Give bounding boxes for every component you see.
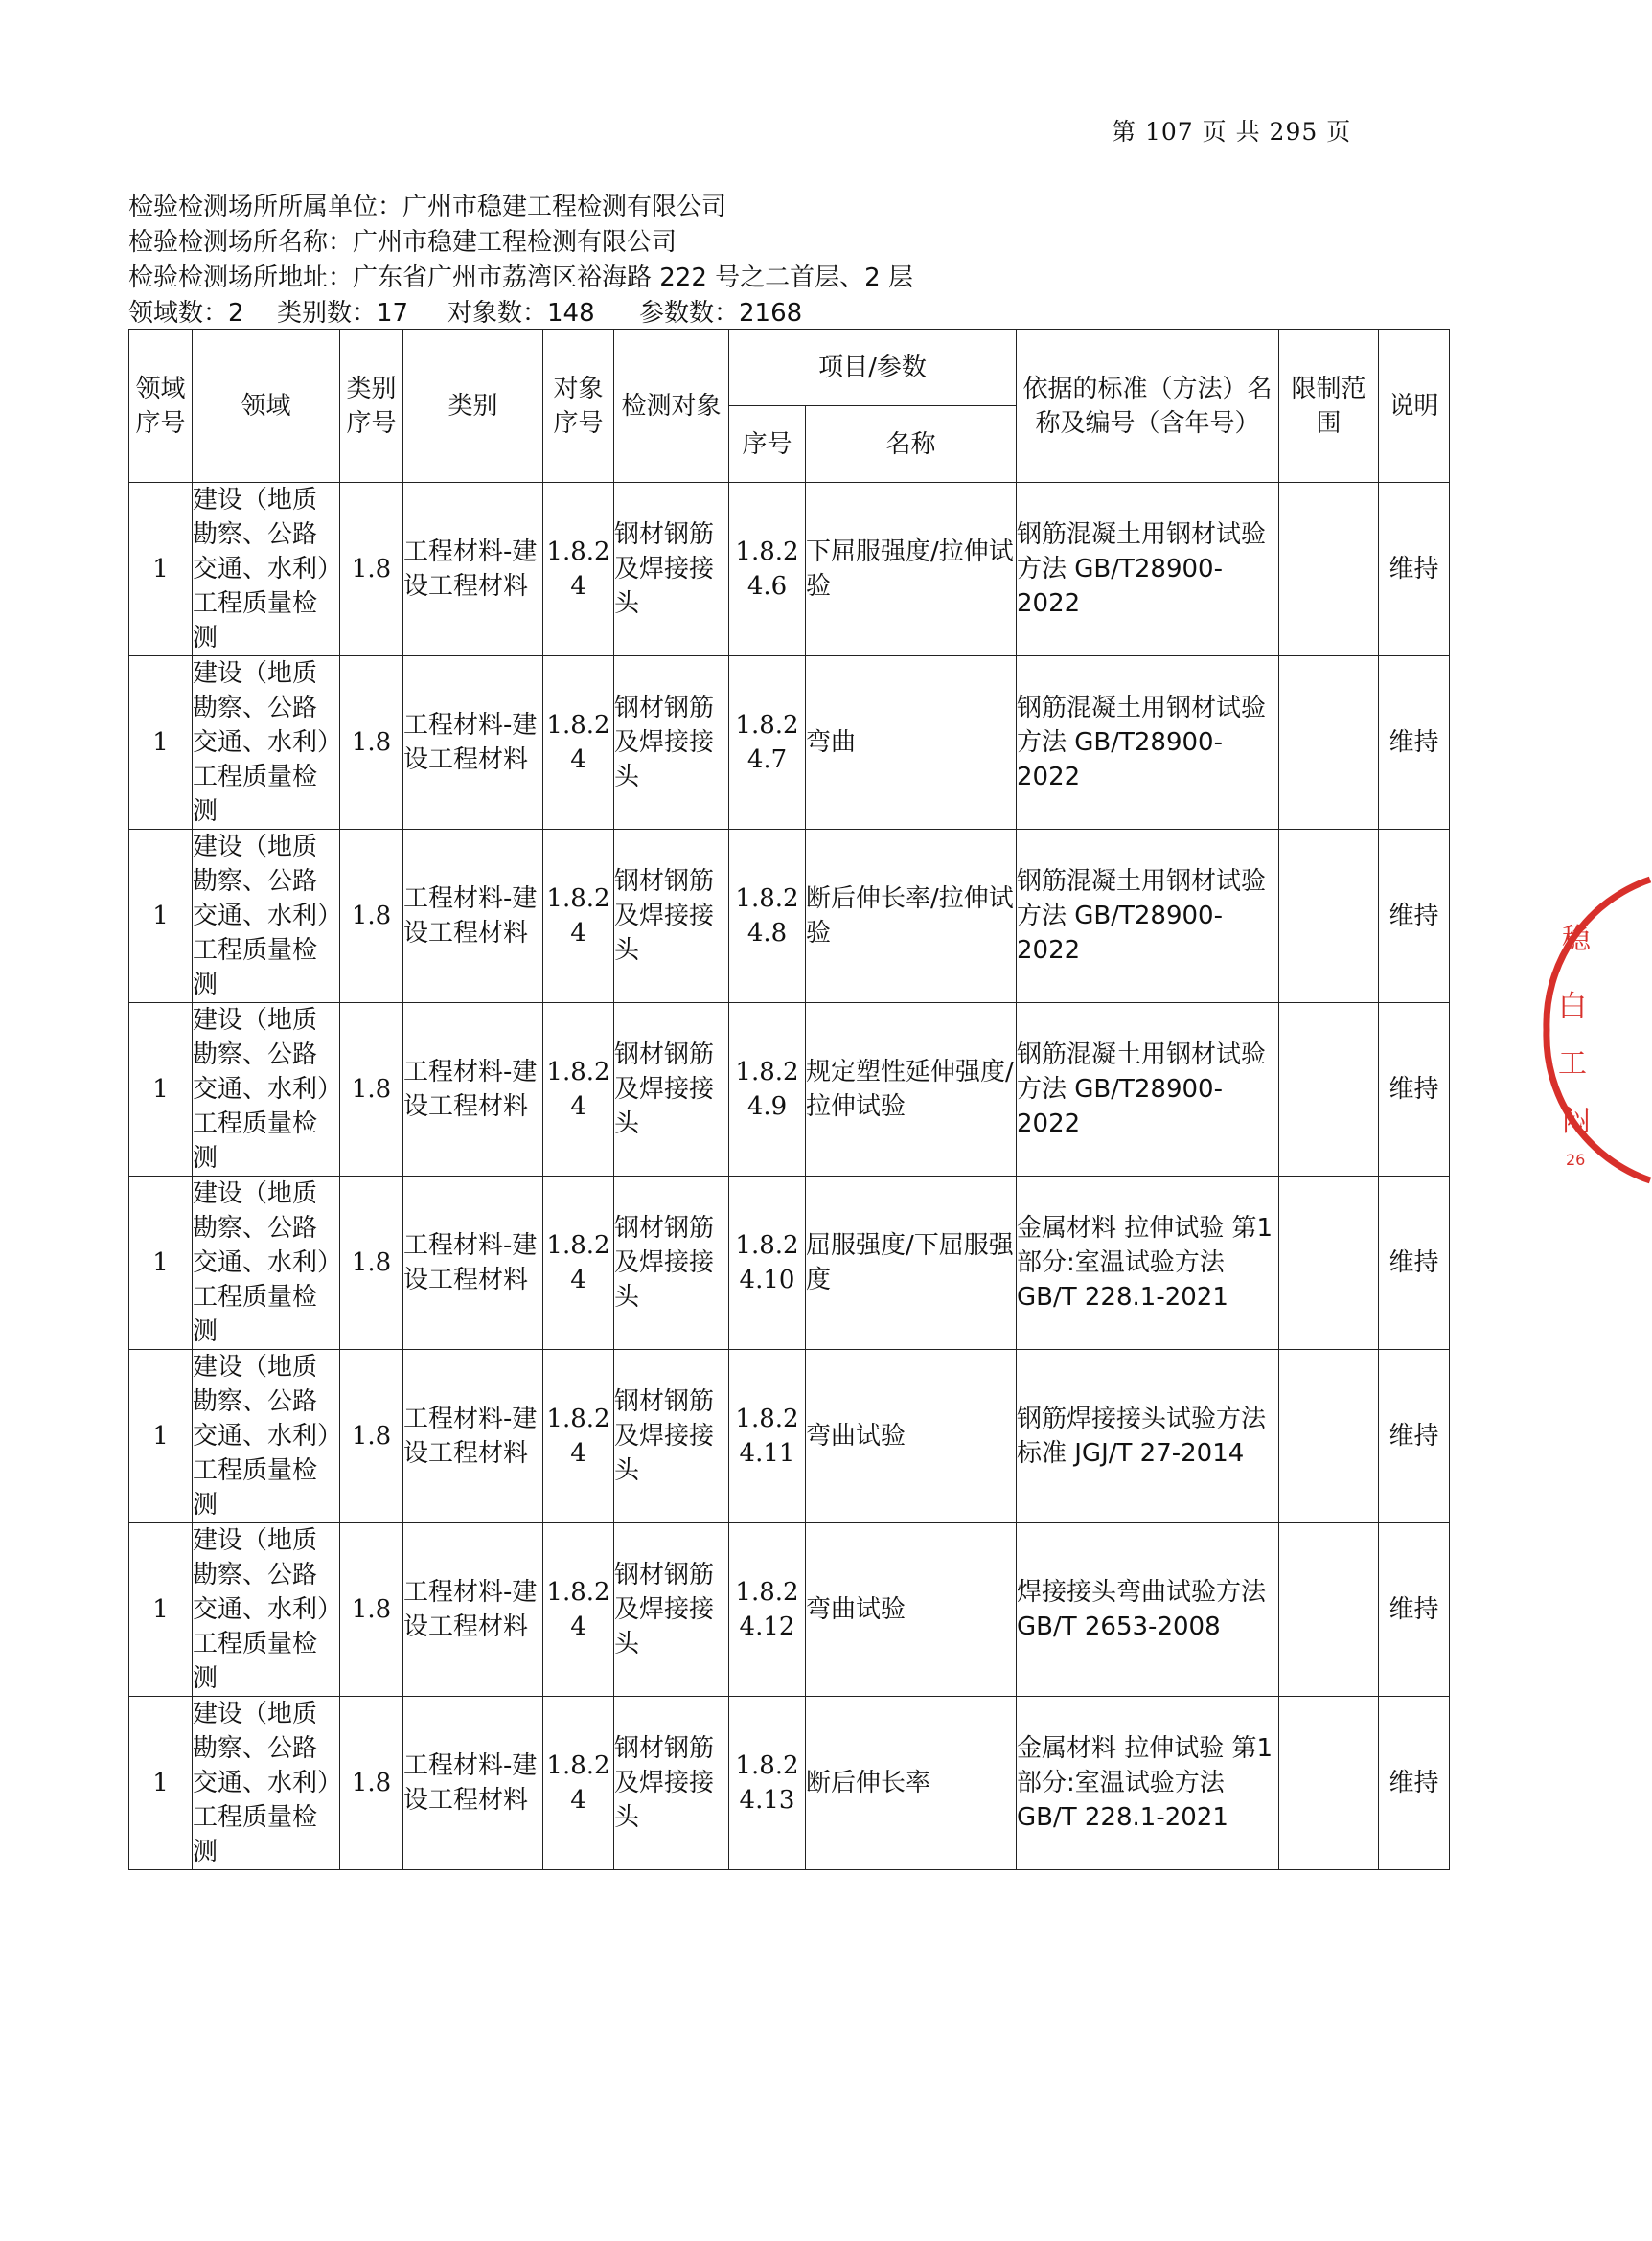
cell-category-no: 1.8 xyxy=(340,483,403,656)
cell-object-no: 1.8.24 xyxy=(543,656,614,830)
cell-domain-no: 1 xyxy=(129,1177,193,1350)
header-item-param: 项目/参数 xyxy=(729,330,1017,406)
cell-name: 弯曲试验 xyxy=(806,1523,1017,1697)
cell-object: 钢材钢筋及焊接接头 xyxy=(614,1003,729,1177)
cell-seq: 1.8.24.12 xyxy=(729,1523,806,1697)
cell-domain-no: 1 xyxy=(129,1523,193,1697)
page-total: 295 xyxy=(1269,118,1319,146)
table-row xyxy=(129,1523,1450,1697)
cell-note: 维持 xyxy=(1379,830,1450,1003)
header-seq: 序号 xyxy=(729,406,806,483)
cell-limit xyxy=(1279,1350,1379,1523)
cell-seq: 1.8.24.9 xyxy=(729,1003,806,1177)
table-row xyxy=(129,656,1450,830)
cell-object: 钢材钢筋及焊接接头 xyxy=(614,830,729,1003)
lab-unit: 检验检测场所所属单位：广州市稳建工程检测有限公司 xyxy=(128,193,727,221)
cell-name: 规定塑性延伸强度/拉伸试验 xyxy=(806,1003,1017,1177)
cell-category-no: 1.8 xyxy=(340,1697,403,1870)
cell-seq: 1.8.24.11 xyxy=(729,1350,806,1523)
cell-object-no: 1.8.24 xyxy=(543,483,614,656)
header-category: 类别 xyxy=(403,330,543,483)
header-category-no: 类别序号 xyxy=(340,330,403,483)
cell-category: 工程材料-建设工程材料 xyxy=(403,1177,543,1350)
cell-name: 断后伸长率/拉伸试验 xyxy=(806,830,1017,1003)
cell-domain-no: 1 xyxy=(129,1003,193,1177)
header-object-no: 对象序号 xyxy=(543,330,614,483)
cell-standard: 钢筋焊接接头试验方法标准 JGJ/T 27-2014 xyxy=(1017,1350,1279,1523)
object-count: 对象数：148 xyxy=(447,299,595,328)
scope-table xyxy=(128,329,1450,1870)
cell-note: 维持 xyxy=(1379,483,1450,656)
cell-object: 钢材钢筋及焊接接头 xyxy=(614,656,729,830)
cell-limit xyxy=(1279,483,1379,656)
header-object: 检测对象 xyxy=(614,330,729,483)
cell-limit xyxy=(1279,1177,1379,1350)
cell-domain: 建设（地质勘察、公路交通、水利）工程质量检测 xyxy=(193,830,340,1003)
cell-seq: 1.8.24.8 xyxy=(729,830,806,1003)
lab-info xyxy=(128,190,913,332)
cell-standard: 金属材料 拉伸试验 第1部分:室温试验方法 GB/T 228.1-2021 xyxy=(1017,1177,1279,1350)
table-row xyxy=(129,1177,1450,1350)
lab-name: 检验检测场所名称：广州市稳建工程检测有限公司 xyxy=(128,228,677,257)
cell-standard: 焊接接头弯曲试验方法 GB/T 2653-2008 xyxy=(1017,1523,1279,1697)
header-name: 名称 xyxy=(806,406,1017,483)
cell-standard: 钢筋混凝土用钢材试验方法 GB/T28900-2022 xyxy=(1017,830,1279,1003)
cell-domain: 建设（地质勘察、公路交通、水利）工程质量检测 xyxy=(193,1350,340,1523)
category-count: 类别数：17 xyxy=(277,299,409,328)
cell-standard: 钢筋混凝土用钢材试验方法 GB/T28900-2022 xyxy=(1017,656,1279,830)
header-limit: 限制范围 xyxy=(1279,330,1379,483)
page-number xyxy=(1112,113,1351,148)
cell-seq: 1.8.24.7 xyxy=(729,656,806,830)
cell-domain: 建设（地质勘察、公路交通、水利）工程质量检测 xyxy=(193,1177,340,1350)
cell-name: 弯曲试验 xyxy=(806,1350,1017,1523)
cell-category: 工程材料-建设工程材料 xyxy=(403,656,543,830)
header-standard: 依据的标准（方法）名称及编号（含年号） xyxy=(1017,330,1279,483)
cell-object: 钢材钢筋及焊接接头 xyxy=(614,483,729,656)
cell-name: 断后伸长率 xyxy=(806,1697,1017,1870)
cell-standard: 钢筋混凝土用钢材试验方法 GB/T28900-2022 xyxy=(1017,483,1279,656)
cell-note: 维持 xyxy=(1379,1697,1450,1870)
cell-name: 屈服强度/下屈服强度 xyxy=(806,1177,1017,1350)
cell-seq: 1.8.24.6 xyxy=(729,483,806,656)
cell-domain-no: 1 xyxy=(129,656,193,830)
cell-limit xyxy=(1279,1697,1379,1870)
cell-object-no: 1.8.24 xyxy=(543,1177,614,1350)
cell-category-no: 1.8 xyxy=(340,1350,403,1523)
cell-category-no: 1.8 xyxy=(340,656,403,830)
cell-object: 钢材钢筋及焊接接头 xyxy=(614,1523,729,1697)
cell-seq: 1.8.24.10 xyxy=(729,1177,806,1350)
seal-glyph: 闷 xyxy=(1562,1105,1591,1138)
cell-note: 维持 xyxy=(1379,1003,1450,1177)
seal-glyph: 稳 xyxy=(1562,923,1591,956)
domain-count: 领域数：2 xyxy=(128,299,244,328)
cell-category: 工程材料-建设工程材料 xyxy=(403,1697,543,1870)
cell-object: 钢材钢筋及焊接接头 xyxy=(614,1350,729,1523)
cell-object-no: 1.8.24 xyxy=(543,1523,614,1697)
cell-object-no: 1.8.24 xyxy=(543,830,614,1003)
cell-limit xyxy=(1279,656,1379,830)
page-current: 107 xyxy=(1144,118,1194,146)
table-row xyxy=(129,483,1450,656)
cell-category: 工程材料-建设工程材料 xyxy=(403,1003,543,1177)
cell-domain: 建设（地质勘察、公路交通、水利）工程质量检测 xyxy=(193,483,340,656)
cell-limit xyxy=(1279,1003,1379,1177)
cell-domain-no: 1 xyxy=(129,483,193,656)
cell-domain: 建设（地质勘察、公路交通、水利）工程质量检测 xyxy=(193,1003,340,1177)
cell-domain: 建设（地质勘察、公路交通、水利）工程质量检测 xyxy=(193,1523,340,1697)
cell-object: 钢材钢筋及焊接接头 xyxy=(614,1177,729,1350)
lab-address: 检验检测场所地址：广东省广州市荔湾区裕海路 222 号之二首层、2 层 xyxy=(128,263,913,292)
cell-domain-no: 1 xyxy=(129,1350,193,1523)
seal-glyph: 白 xyxy=(1558,990,1587,1023)
cell-note: 维持 xyxy=(1379,1350,1450,1523)
seal-number: 26 xyxy=(1566,1151,1586,1169)
cell-name: 下屈服强度/拉伸试验 xyxy=(806,483,1017,656)
header-domain: 领域 xyxy=(193,330,340,483)
cell-category: 工程材料-建设工程材料 xyxy=(403,483,543,656)
cell-note: 维持 xyxy=(1379,1523,1450,1697)
cell-object-no: 1.8.24 xyxy=(543,1350,614,1523)
cell-category-no: 1.8 xyxy=(340,830,403,1003)
table-row xyxy=(129,1003,1450,1177)
cell-standard: 钢筋混凝土用钢材试验方法 GB/T28900-2022 xyxy=(1017,1003,1279,1177)
cell-domain: 建设（地质勘察、公路交通、水利）工程质量检测 xyxy=(193,1697,340,1870)
cell-category: 工程材料-建设工程材料 xyxy=(403,830,543,1003)
counts-line xyxy=(128,296,913,332)
cell-object-no: 1.8.24 xyxy=(543,1697,614,1870)
cell-category: 工程材料-建设工程材料 xyxy=(403,1523,543,1697)
cell-domain-no: 1 xyxy=(129,830,193,1003)
cell-seq: 1.8.24.13 xyxy=(729,1697,806,1870)
cell-limit xyxy=(1279,830,1379,1003)
cell-note: 维持 xyxy=(1379,656,1450,830)
cell-standard: 金属材料 拉伸试验 第1部分:室温试验方法 GB/T 228.1-2021 xyxy=(1017,1697,1279,1870)
param-count: 参数数：2168 xyxy=(639,299,803,328)
page-label-prefix: 第 xyxy=(1112,118,1137,146)
cell-category: 工程材料-建设工程材料 xyxy=(403,1350,543,1523)
cell-limit xyxy=(1279,1523,1379,1697)
table-row xyxy=(129,1697,1450,1870)
seal-glyph: 工 xyxy=(1558,1047,1587,1081)
cell-category-no: 1.8 xyxy=(340,1523,403,1697)
cell-category-no: 1.8 xyxy=(340,1003,403,1177)
cell-domain-no: 1 xyxy=(129,1697,193,1870)
table-row xyxy=(129,830,1450,1003)
seal-graphic xyxy=(1537,872,1652,1188)
cell-object-no: 1.8.24 xyxy=(543,1003,614,1177)
cell-name: 弯曲 xyxy=(806,656,1017,830)
cell-object: 钢材钢筋及焊接接头 xyxy=(614,1697,729,1870)
cell-category-no: 1.8 xyxy=(340,1177,403,1350)
header-note: 说明 xyxy=(1379,330,1450,483)
header-domain-no: 领域序号 xyxy=(129,330,193,483)
page-label-suffix: 页 xyxy=(1326,118,1352,146)
red-seal-stamp xyxy=(1537,872,1595,1188)
cell-note: 维持 xyxy=(1379,1177,1450,1350)
page-label-mid: 页 共 xyxy=(1202,118,1261,146)
cell-domain: 建设（地质勘察、公路交通、水利）工程质量检测 xyxy=(193,656,340,830)
table-row xyxy=(129,1350,1450,1523)
